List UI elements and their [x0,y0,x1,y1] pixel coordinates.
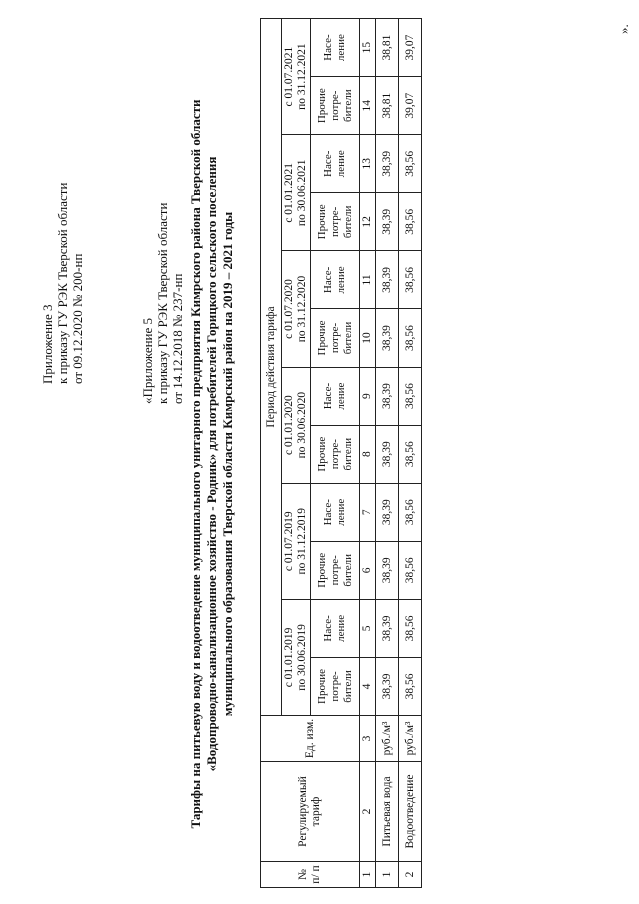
subheader-population: Насе- ление [311,483,360,541]
period-from: с 01.07.2021 [283,46,295,107]
tariff-value: 38,39 [376,193,399,251]
tariff-value: 38,39 [376,309,399,367]
tariff-value: 38,39 [376,135,399,193]
title-line: «Водопроводно-канализационное хозяйство - Родник» для потребителей Горицкого сельского поселения [204,156,219,772]
subheader-population: Насе- ление [311,135,360,193]
appendix-line: от 14.12.2018 № 237-нп [170,273,185,404]
subheader-other-consumers: Прочие потре- бители [311,193,360,251]
tariff-value: 38,39 [376,541,399,599]
period-to: по 31.12.2020 [296,275,308,343]
period-from: с 01.07.2020 [283,279,295,339]
closing-mark: ». [616,24,631,34]
title-line: Тарифы на питьевую воду и водоотведение муниципального унитарного предприятия Кимрского района Тверской области [188,99,203,829]
period-to: по 30.06.2019 [296,624,308,691]
tariff-value: 39,07 [399,77,422,135]
appendix-line: от 09.12.2020 № 200-нп [70,253,85,384]
period-from: с 01.01.2019 [283,627,295,688]
tariff-value: 38,81 [376,77,399,135]
tariff-value: 38,39 [376,599,399,657]
table-row [376,19,399,888]
row-unit: руб./м³ [376,716,399,762]
header-unit: Ед. изм. [261,716,360,762]
tariff-table [260,18,422,888]
column-number: 5 [360,599,376,657]
tariff-value: 38,56 [399,425,422,483]
tariff-value: 38,56 [399,483,422,541]
tariff-value: 38,56 [399,309,422,367]
column-number: 4 [360,657,376,715]
period-cell [282,19,311,135]
appendix-line: Приложение 3 [40,304,55,384]
document-title [188,94,236,834]
title-line: муниципального образования Тверской области Кимрский район на 2019 – 2021 годы [220,211,235,717]
tariff-value: 38,39 [376,425,399,483]
subheader-other-consumers: Прочие потре- бители [311,77,360,135]
column-number: 8 [360,425,376,483]
row-tariff-name: Водоотведение [399,762,422,862]
header-period: Период действия тарифа [261,19,282,716]
tariff-value: 38,39 [376,367,399,425]
appendix-line: к приказу ГУ РЭК Тверской области [155,202,170,404]
header-num: № п/ п [261,862,360,888]
tariff-value: 38,39 [376,657,399,715]
row-number: 2 [399,862,422,888]
column-number: 15 [360,19,376,77]
column-number: 14 [360,77,376,135]
tariff-value: 38,56 [399,251,422,309]
period-cell [282,599,311,715]
subheader-other-consumers: Прочие потре- бители [311,657,360,715]
tariff-value: 38,39 [376,251,399,309]
table-row [399,19,422,888]
period-to: по 30.06.2021 [296,159,308,227]
subheader-other-consumers: Прочие потре- бители [311,541,360,599]
column-number-row [360,19,376,888]
appendix-line: к приказу ГУ РЭК Тверской области [55,182,70,384]
subheader-other-consumers: Прочие потре- бители [311,425,360,483]
tariff-value: 38,56 [399,367,422,425]
period-cell [282,483,311,599]
subheader-population: Насе- ление [311,251,360,309]
subheader-other-consumers: Прочие потре- бители [311,309,360,367]
column-number: 9 [360,367,376,425]
subheader-population: Насе- ление [311,19,360,77]
column-number: 11 [360,251,376,309]
period-cell [282,135,311,251]
period-cell [282,367,311,483]
column-number: 6 [360,541,376,599]
column-number: 7 [360,483,376,541]
period-to: по 30.06.2020 [296,391,308,459]
tariff-value: 39,07 [399,19,422,77]
period-from: с 01.01.2020 [283,395,295,455]
table-body [376,19,422,888]
tariff-value: 38,56 [399,599,422,657]
row-tariff-name: Питьевая вода [376,762,399,862]
column-number: 13 [360,135,376,193]
column-number: 2 [360,762,376,862]
period-from: с 01.07.2019 [283,511,295,572]
subheader-population: Насе- ление [311,367,360,425]
period-cell [282,251,311,367]
appendix-header-amended [140,203,185,404]
appendix-line: «Приложение 5 [140,317,155,404]
row-unit: руб./м³ [399,716,422,762]
header-tariff: Регулируемый тариф [261,762,360,862]
column-number: 1 [360,862,376,888]
column-number: 12 [360,193,376,251]
tariff-value: 38,56 [399,193,422,251]
appendix-header-current [40,183,85,384]
subheader-population: Насе- ление [311,599,360,657]
tariff-value: 38,56 [399,135,422,193]
tariff-value: 38,39 [376,483,399,541]
period-to: по 31.12.2019 [296,508,308,575]
period-to: по 31.12.2021 [296,43,308,110]
column-number: 10 [360,309,376,367]
period-from: с 01.01.2021 [283,162,295,223]
row-number: 1 [376,862,399,888]
tariff-value: 38,56 [399,657,422,715]
tariff-value: 38,81 [376,19,399,77]
tariff-value: 38,56 [399,541,422,599]
column-number: 3 [360,716,376,762]
